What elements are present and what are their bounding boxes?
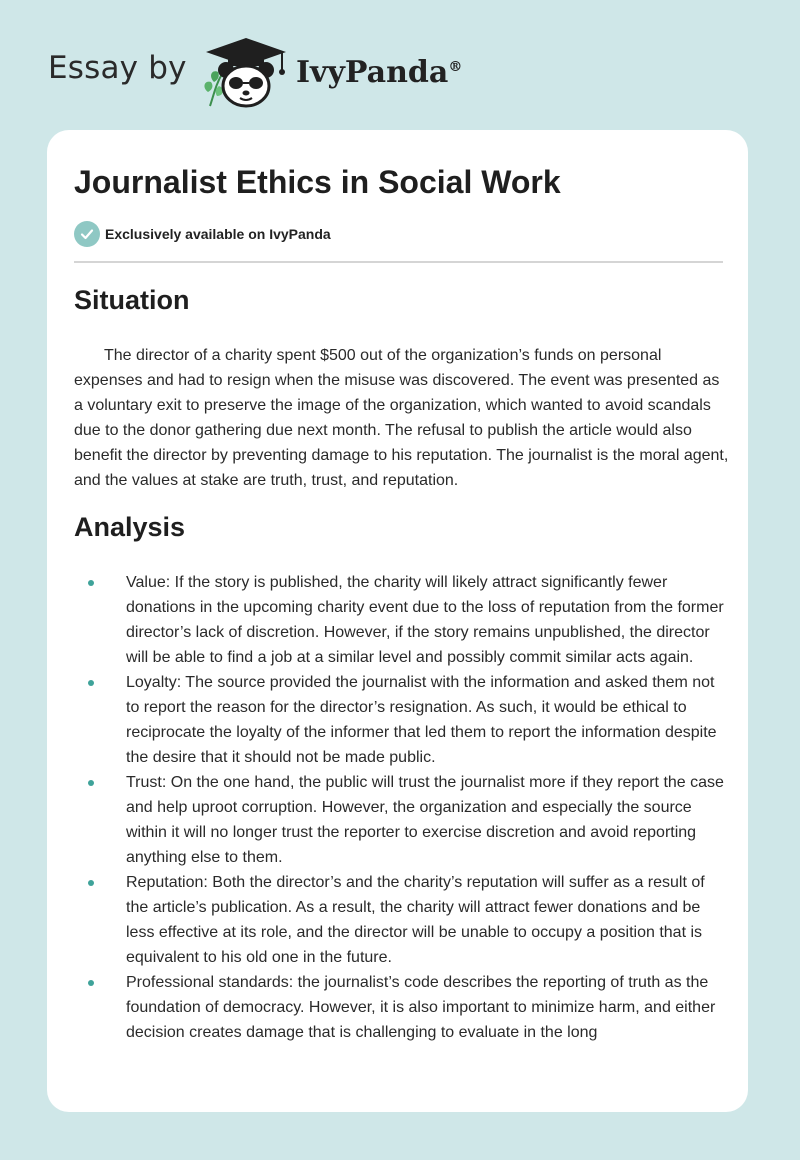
list-item-text: Professional standards: the journalist’s code describes the reporting of truth as the foundation of democracy. However, it is also important to minimize harm, and either decision creates damage that is challenging to evaluate in the long xyxy=(126,974,716,1041)
check-icon xyxy=(74,221,100,247)
bullet-icon xyxy=(88,880,94,886)
exclusive-label: Exclusively available on IvyPanda xyxy=(105,226,331,242)
list-item-text: Value: If the story is published, the charity will likely attract significantly fewer donations in the upcoming charity event due to the loss of reputation from the former director’s lack of discretion. However, if the story remains unpublished, the director will be able to find a job at a similar level and possibly commit similar acts again. xyxy=(126,574,724,666)
site-header xyxy=(0,0,800,120)
section-heading-situation: Situation xyxy=(74,285,190,315)
title-divider xyxy=(74,261,723,263)
list-item-text: Trust: On the one hand, the public will trust the journalist more if they report the case and help uproot corruption. However, the organization and especially the source within it will no longer trust the reporter to exercise discretion and avoid reporting anything else to them. xyxy=(126,774,724,866)
list-item xyxy=(74,570,729,670)
analysis-list xyxy=(74,570,729,1045)
list-item xyxy=(74,870,729,970)
essay-card xyxy=(47,130,748,1112)
situation-paragraph: The director of a charity spent $500 out of the organization’s funds on personal expenses and had to resign when the misuse was discovered. The event was presented as a voluntary exit to preserve the image of the organization, which wanted to avoid scandals due to the donor gathering due next month. The refusal to publish the article would also benefit the director by preventing damage to his reputation. The journalist is the moral agent, and the values at stake are truth, trust, and reputation. xyxy=(74,347,729,489)
essay-by-label: Essay by xyxy=(48,50,187,86)
bullet-icon xyxy=(88,680,94,686)
list-item-text: Reputation: Both the director’s and the charity’s reputation will suffer as a result of the article’s publication. As a result, the charity will attract fewer donations and be less effective at its role, and the director will be unable to occupy a position that is equivalent to his old one in the future. xyxy=(126,874,705,966)
list-item xyxy=(74,770,729,870)
page-title: Journalist Ethics in Social Work xyxy=(74,164,561,200)
list-item-text: Loyalty: The source provided the journalist with the information and asked them not to report the reason for the director’s resignation. As such, it would be ethical to reciprocate the loyalty of the informer that led them to report the information despite the desire that it should not be made public. xyxy=(126,674,717,766)
panda-graduate-logo-icon[interactable] xyxy=(200,36,292,108)
bullet-icon xyxy=(88,580,94,586)
list-item xyxy=(74,670,729,770)
brand-name[interactable]: IvyPanda® xyxy=(296,55,463,90)
list-item xyxy=(74,970,729,1045)
section-heading-analysis: Analysis xyxy=(74,512,186,542)
exclusive-badge xyxy=(74,221,331,247)
registered-mark: ® xyxy=(448,59,463,75)
bullet-icon xyxy=(88,980,94,986)
bullet-icon xyxy=(88,780,94,786)
